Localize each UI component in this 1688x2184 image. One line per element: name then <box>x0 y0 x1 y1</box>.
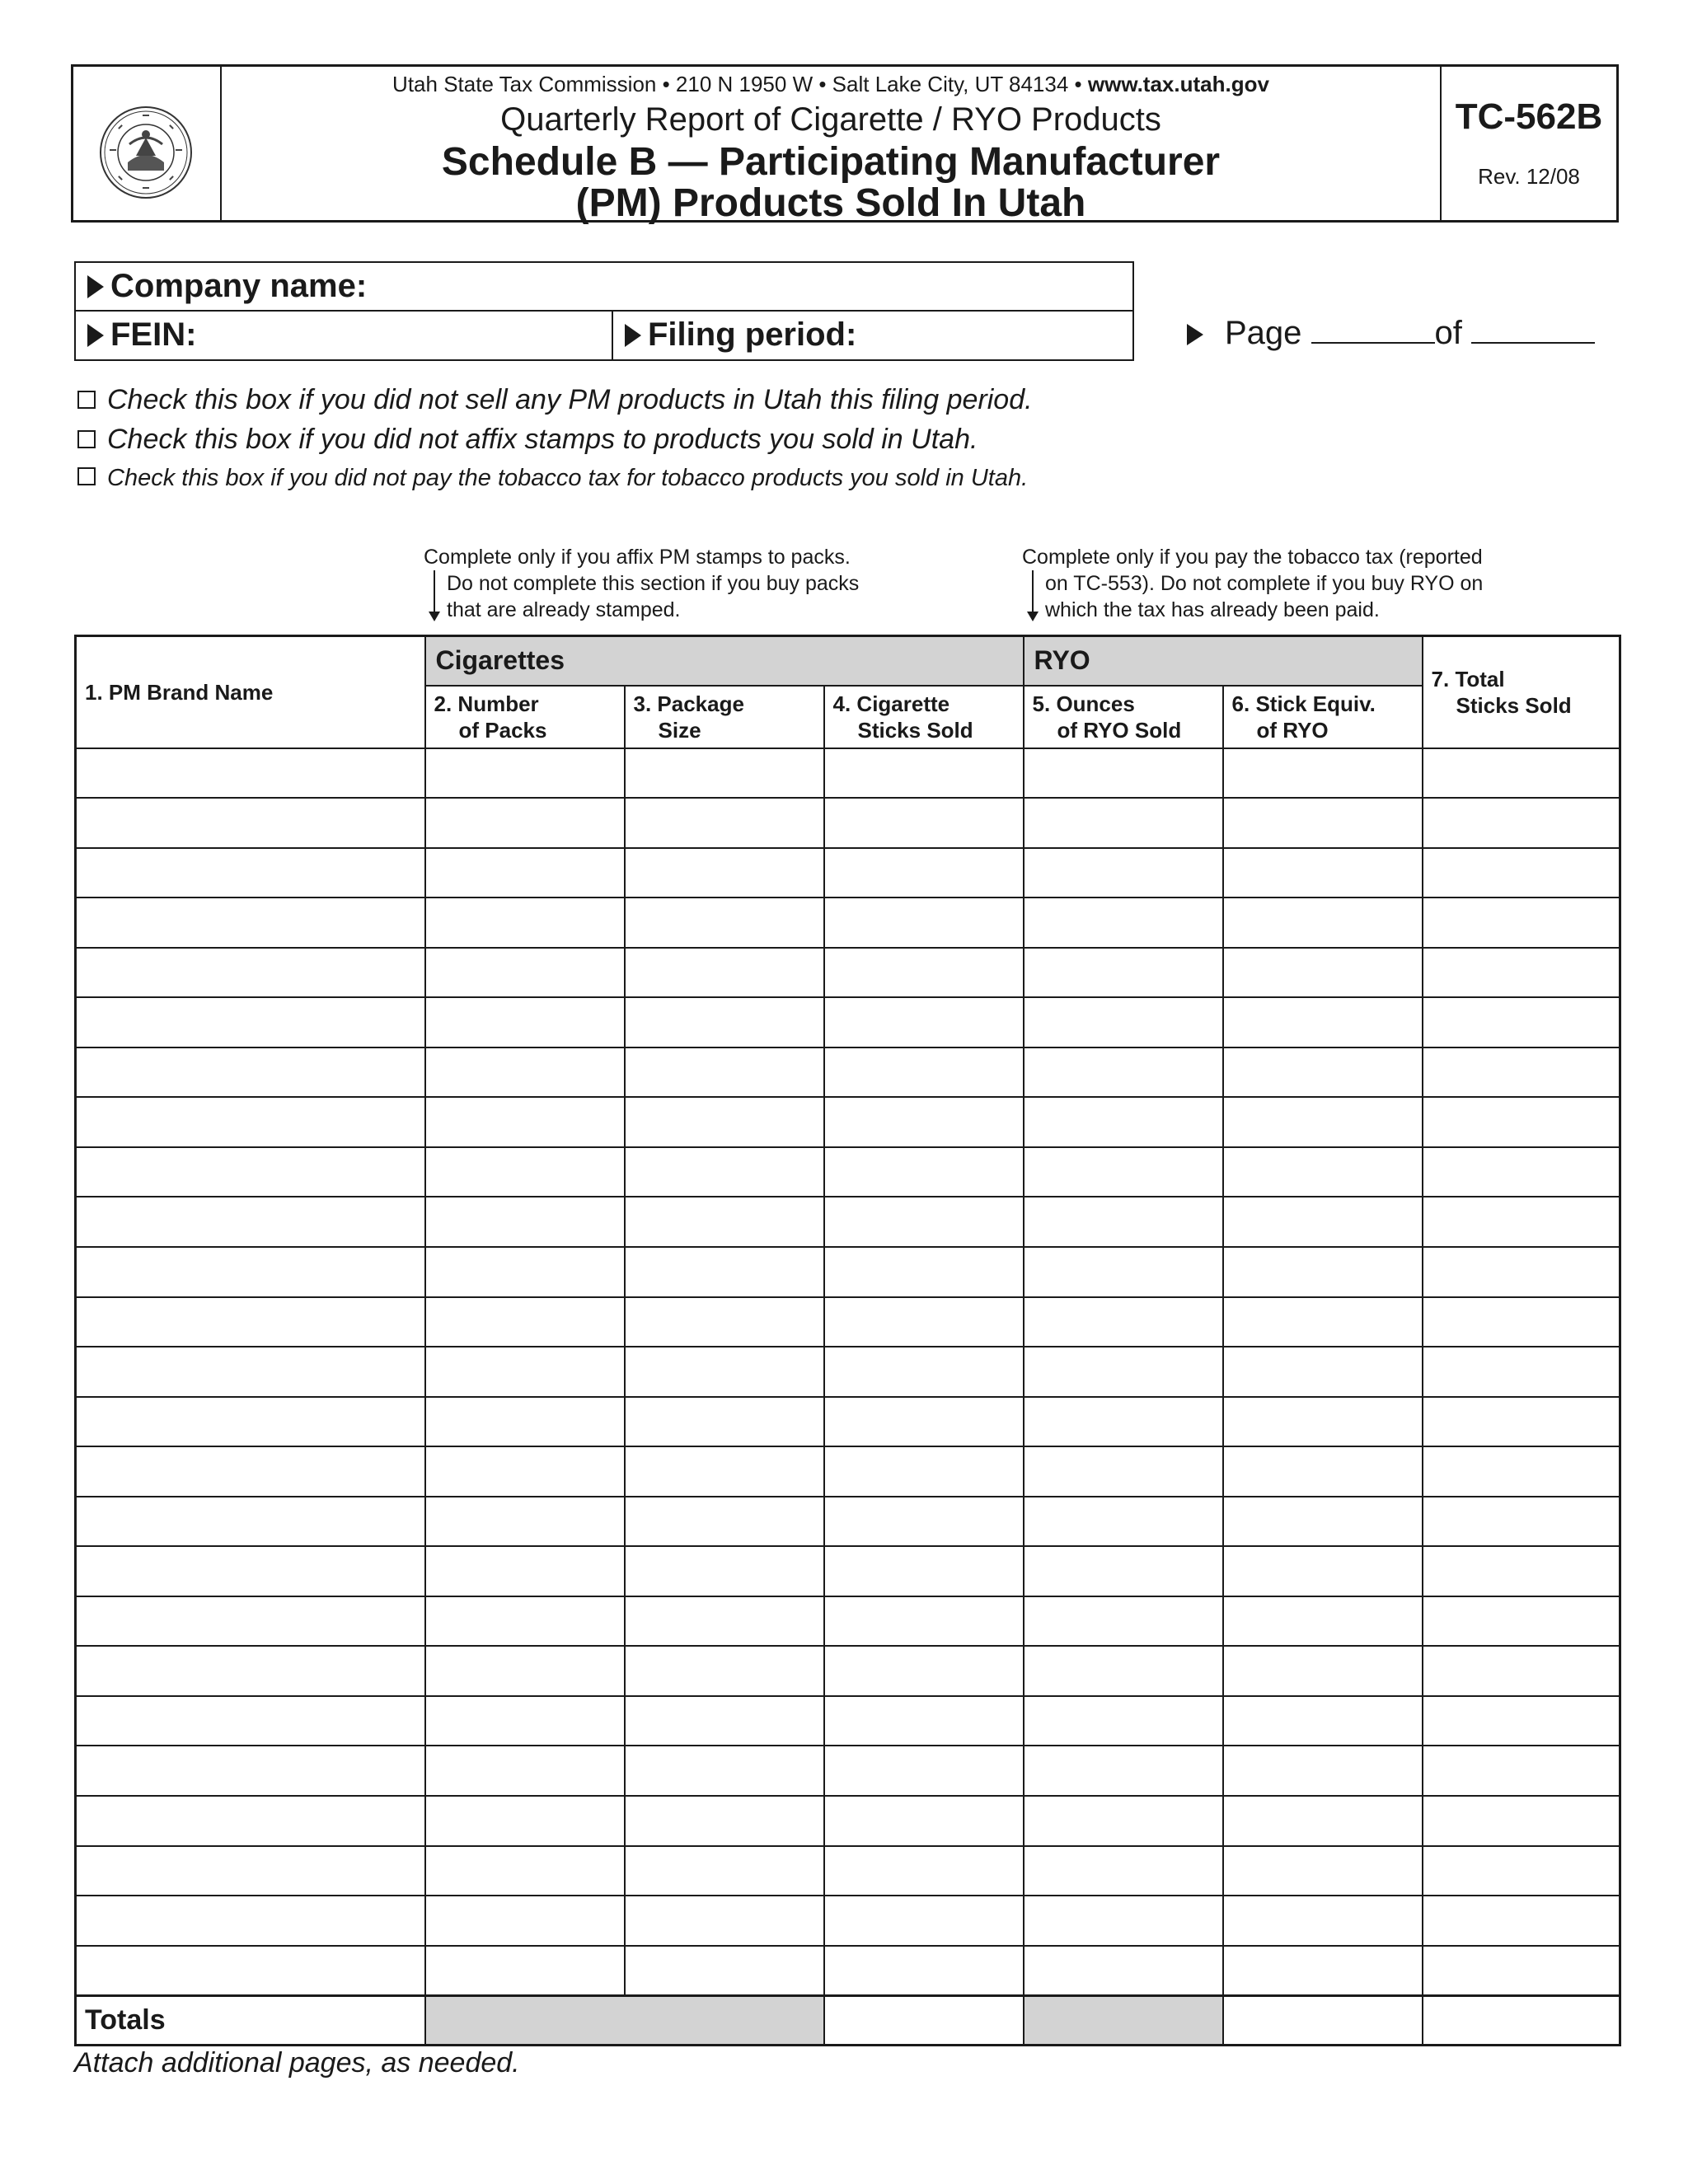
packs-cell[interactable] <box>425 1546 625 1596</box>
total-sticks-cell[interactable] <box>1423 1896 1620 1946</box>
totals-cigarette-sticks[interactable] <box>824 1995 1024 2045</box>
packs-cell[interactable] <box>425 1297 625 1347</box>
total-sticks-cell[interactable] <box>1423 1546 1620 1596</box>
col-header-package-size: 3. Package Size <box>625 686 824 748</box>
brand-name-cell[interactable] <box>76 1297 425 1347</box>
brand-name-cell[interactable] <box>76 1047 425 1098</box>
packs-cell[interactable] <box>425 898 625 948</box>
stick-equiv-cell[interactable] <box>1223 1247 1423 1297</box>
cigarette-sticks-cell[interactable] <box>824 1446 1024 1497</box>
cigarette-sticks-cell[interactable] <box>824 748 1024 799</box>
ryo-ounces-cell[interactable] <box>1024 1946 1223 1996</box>
form-revision: Rev. 12/08 <box>1478 164 1580 189</box>
fein-field[interactable] <box>87 316 196 354</box>
table-row <box>76 1696 1620 1746</box>
brand-name-cell[interactable] <box>76 1097 425 1147</box>
package-size-cell[interactable] <box>625 1497 824 1547</box>
packs-cell[interactable] <box>425 1596 625 1647</box>
total-sticks-cell[interactable] <box>1423 1397 1620 1447</box>
brand-name-cell[interactable] <box>76 1147 425 1197</box>
col-header-stick-equiv: 6. Stick Equiv. of RYO <box>1223 686 1423 748</box>
stick-equiv-cell[interactable] <box>1223 748 1423 799</box>
packs-cell[interactable] <box>425 748 625 799</box>
ryo-ounces-cell[interactable] <box>1024 1546 1223 1596</box>
total-sticks-cell[interactable] <box>1423 848 1620 898</box>
page-total-blank[interactable] <box>1471 317 1595 344</box>
stick-equiv-cell[interactable] <box>1223 1047 1423 1098</box>
cigarette-sticks-cell[interactable] <box>824 1397 1024 1447</box>
package-size-cell[interactable] <box>625 1047 824 1098</box>
brand-name-cell[interactable] <box>76 1796 425 1846</box>
brand-name-cell[interactable] <box>76 1846 425 1896</box>
stick-equiv-cell[interactable] <box>1223 848 1423 898</box>
stick-equiv-cell[interactable] <box>1223 1596 1423 1647</box>
divider <box>612 312 613 359</box>
ryo-ounces-cell[interactable] <box>1024 1646 1223 1696</box>
pm-products-table <box>74 635 1621 2046</box>
stick-equiv-cell[interactable] <box>1223 1846 1423 1896</box>
table-row <box>76 997 1620 1047</box>
packs-cell[interactable] <box>425 1397 625 1447</box>
arrow-head-icon <box>1027 612 1039 621</box>
down-arrow-icon <box>1032 570 1034 613</box>
total-sticks-cell[interactable] <box>1423 1846 1620 1896</box>
group-header-cigarettes: Cigarettes <box>425 636 1024 686</box>
table-row <box>76 1047 1620 1098</box>
stick-equiv-cell[interactable] <box>1223 798 1423 848</box>
package-size-cell[interactable] <box>625 1696 824 1746</box>
ryo-ounces-cell[interactable] <box>1024 898 1223 948</box>
checkbox-label: Check this box if you did not affix stamps to products you sold in Utah. <box>107 424 978 455</box>
brand-name-cell[interactable] <box>76 1746 425 1796</box>
packs-cell[interactable] <box>425 1446 625 1497</box>
total-sticks-cell[interactable] <box>1423 798 1620 848</box>
package-size-cell[interactable] <box>625 1097 824 1147</box>
cigarette-sticks-cell[interactable] <box>824 997 1024 1047</box>
company-name-row[interactable] <box>76 263 1132 312</box>
ryo-ounces-cell[interactable] <box>1024 1247 1223 1297</box>
package-size-cell[interactable] <box>625 798 824 848</box>
cigarette-sticks-cell[interactable] <box>824 1347 1024 1397</box>
brand-name-cell[interactable] <box>76 1596 425 1647</box>
cigarette-sticks-cell[interactable] <box>824 1047 1024 1098</box>
note-line: Do not complete this section if you buy packs <box>447 572 860 595</box>
of-label: of <box>1434 315 1462 351</box>
cigarette-sticks-cell[interactable] <box>824 1696 1024 1746</box>
checkbox-no-sales[interactable] <box>77 391 96 409</box>
ryo-ounces-cell[interactable] <box>1024 1197 1223 1247</box>
total-sticks-cell[interactable] <box>1423 1946 1620 1996</box>
packs-cell[interactable] <box>425 997 625 1047</box>
address-line <box>222 72 1440 97</box>
note-line: Complete only if you affix PM stamps to packs. <box>424 546 851 569</box>
package-size-cell[interactable] <box>625 1896 824 1946</box>
stick-equiv-cell[interactable] <box>1223 1197 1423 1247</box>
packs-cell[interactable] <box>425 1097 625 1147</box>
packs-cell[interactable] <box>425 1746 625 1796</box>
packs-cell[interactable] <box>425 848 625 898</box>
stick-equiv-cell[interactable] <box>1223 1097 1423 1147</box>
ryo-ounces-cell[interactable] <box>1024 1047 1223 1098</box>
ryo-ounces-cell[interactable] <box>1024 1846 1223 1896</box>
page-number-blank[interactable] <box>1311 317 1435 344</box>
total-sticks-cell[interactable] <box>1423 1446 1620 1497</box>
package-size-cell[interactable] <box>625 1746 824 1796</box>
cigarette-sticks-cell[interactable] <box>824 1546 1024 1596</box>
cigarette-sticks-cell[interactable] <box>824 948 1024 998</box>
stick-equiv-cell[interactable] <box>1223 997 1423 1047</box>
col-header-cigarette-sticks: 4. Cigarette Sticks Sold <box>824 686 1024 748</box>
brand-name-cell[interactable] <box>76 848 425 898</box>
packs-cell[interactable] <box>425 1247 625 1297</box>
totals-shaded-cell <box>1024 1995 1223 2045</box>
brand-name-cell[interactable] <box>76 1247 425 1297</box>
total-sticks-cell[interactable] <box>1423 1197 1620 1247</box>
title-line-3: (PM) Products Sold In Utah <box>575 181 1086 225</box>
brand-name-cell[interactable] <box>76 1646 425 1696</box>
form-number: TC-562B <box>1455 96 1603 137</box>
packs-cell[interactable] <box>425 1846 625 1896</box>
company-name-label: Company name: <box>110 268 368 304</box>
package-size-cell[interactable] <box>625 997 824 1047</box>
page-label: Page <box>1225 315 1302 351</box>
ryo-ounces-cell[interactable] <box>1024 1497 1223 1547</box>
page-number-field <box>1187 315 1595 352</box>
table-row <box>76 848 1620 898</box>
table-body <box>76 748 1620 1996</box>
ryo-ounces-cell[interactable] <box>1024 1297 1223 1347</box>
table-row <box>76 1546 1620 1596</box>
stick-equiv-cell[interactable] <box>1223 1746 1423 1796</box>
checkbox-label: Check this box if you did not pay the tobacco tax for tobacco products you sold in Utah. <box>107 465 1029 491</box>
stick-equiv-cell[interactable] <box>1223 1497 1423 1547</box>
table-row <box>76 1347 1620 1397</box>
cigarette-sticks-cell[interactable] <box>824 798 1024 848</box>
stick-equiv-cell[interactable] <box>1223 1796 1423 1846</box>
fein-period-row <box>76 312 1132 359</box>
total-sticks-cell[interactable] <box>1423 997 1620 1047</box>
table-row <box>76 1097 1620 1147</box>
brand-name-cell[interactable] <box>76 1446 425 1497</box>
package-size-cell[interactable] <box>625 948 824 998</box>
packs-cell[interactable] <box>425 1197 625 1247</box>
packs-cell[interactable] <box>425 1896 625 1946</box>
package-size-cell[interactable] <box>625 1796 824 1846</box>
packs-cell[interactable] <box>425 1796 625 1846</box>
down-arrow-icon <box>434 570 435 613</box>
cigarette-sticks-cell[interactable] <box>824 1197 1024 1247</box>
group-header-ryo: RYO <box>1024 636 1423 686</box>
stick-equiv-cell[interactable] <box>1223 1696 1423 1746</box>
package-size-cell[interactable] <box>625 1147 824 1197</box>
package-size-cell[interactable] <box>625 1446 824 1497</box>
stick-equiv-cell[interactable] <box>1223 1147 1423 1197</box>
form-header <box>71 64 1619 223</box>
triangle-pointer-icon <box>87 324 104 347</box>
package-size-cell[interactable] <box>625 1946 824 1996</box>
filing-period-field[interactable] <box>625 316 856 354</box>
cigarette-sticks-cell[interactable] <box>824 1097 1024 1147</box>
brand-name-cell[interactable] <box>76 1546 425 1596</box>
total-sticks-cell[interactable] <box>1423 1047 1620 1098</box>
website-text: www.tax.utah.gov <box>1087 72 1269 96</box>
utah-state-seal-icon <box>98 105 194 200</box>
brand-name-cell[interactable] <box>76 948 425 998</box>
totals-total-sticks[interactable] <box>1423 1995 1620 2045</box>
brand-name-cell[interactable] <box>76 1397 425 1447</box>
filing-period-label: Filing period: <box>648 316 857 353</box>
cigarette-sticks-cell[interactable] <box>824 1596 1024 1647</box>
package-size-cell[interactable] <box>625 748 824 799</box>
table-row <box>76 1596 1620 1647</box>
note-line: Complete only if you pay the tobacco tax (reported <box>1022 546 1483 569</box>
stick-equiv-cell[interactable] <box>1223 1347 1423 1397</box>
table-row <box>76 1746 1620 1796</box>
cigarette-sticks-cell[interactable] <box>824 1147 1024 1197</box>
ryo-ounces-cell[interactable] <box>1024 1397 1223 1447</box>
cigarette-sticks-cell[interactable] <box>824 898 1024 948</box>
title-line-2: Schedule B — Participating Manufacturer <box>441 140 1221 184</box>
arrow-head-icon <box>429 612 440 621</box>
table-row <box>76 1197 1620 1247</box>
ryo-ounces-cell[interactable] <box>1024 1896 1223 1946</box>
col-header-ounces-ryo: 5. Ounces of RYO Sold <box>1024 686 1223 748</box>
package-size-cell[interactable] <box>625 1846 824 1896</box>
stick-equiv-cell[interactable] <box>1223 948 1423 998</box>
total-sticks-cell[interactable] <box>1423 1347 1620 1397</box>
stick-equiv-cell[interactable] <box>1223 1546 1423 1596</box>
brand-name-cell[interactable] <box>76 898 425 948</box>
checkbox-no-stamps[interactable] <box>77 430 96 448</box>
stick-equiv-cell[interactable] <box>1223 1896 1423 1946</box>
ryo-ounces-cell[interactable] <box>1024 1097 1223 1147</box>
ryo-ounces-cell[interactable] <box>1024 1796 1223 1846</box>
title-line-1: Quarterly Report of Cigarette / RYO Products <box>500 101 1161 138</box>
total-sticks-cell[interactable] <box>1423 1247 1620 1297</box>
brand-name-cell[interactable] <box>76 798 425 848</box>
table-row <box>76 1646 1620 1696</box>
total-sticks-cell[interactable] <box>1423 1696 1620 1746</box>
packs-cell[interactable] <box>425 1347 625 1397</box>
cigarette-sticks-cell[interactable] <box>824 1247 1024 1297</box>
brand-name-cell[interactable] <box>76 1946 425 1996</box>
totals-stick-equiv[interactable] <box>1223 1995 1423 2045</box>
ryo-ounces-cell[interactable] <box>1024 798 1223 848</box>
ryo-ounces-cell[interactable] <box>1024 748 1223 799</box>
address-text: Utah State Tax Commission • 210 N 1950 W • Salt Lake City, UT 84134 • <box>392 72 1082 96</box>
totals-row <box>76 1995 1620 2045</box>
packs-cell[interactable] <box>425 1497 625 1547</box>
ryo-ounces-cell[interactable] <box>1024 1147 1223 1197</box>
col-header-number-of-packs: 2. Number of Packs <box>425 686 625 748</box>
table-row <box>76 1946 1620 1996</box>
ryo-ounces-cell[interactable] <box>1024 948 1223 998</box>
total-sticks-cell[interactable] <box>1423 1796 1620 1846</box>
brand-name-cell[interactable] <box>76 1347 425 1397</box>
checkbox-label: Check this box if you did not sell any PM products in Utah this filing period. <box>107 384 1033 415</box>
seal-cell <box>73 67 222 220</box>
checkbox-row-no-tax <box>77 465 1028 492</box>
stick-equiv-cell[interactable] <box>1223 1446 1423 1497</box>
ryo-ounces-cell[interactable] <box>1024 1746 1223 1796</box>
table-row <box>76 1497 1620 1547</box>
table-row <box>76 1896 1620 1946</box>
col-header-total-sticks: 7. Total Sticks Sold <box>1423 636 1620 748</box>
note-line: that are already stamped. <box>447 598 681 621</box>
triangle-pointer-icon <box>1187 324 1203 345</box>
package-size-cell[interactable] <box>625 1347 824 1397</box>
ryo-ounces-cell[interactable] <box>1024 1347 1223 1397</box>
total-sticks-cell[interactable] <box>1423 1147 1620 1197</box>
ryo-ounces-cell[interactable] <box>1024 997 1223 1047</box>
ryo-ounces-cell[interactable] <box>1024 1696 1223 1746</box>
packs-cell[interactable] <box>425 1946 625 1996</box>
packs-cell[interactable] <box>425 1047 625 1098</box>
brand-name-cell[interactable] <box>76 997 425 1047</box>
cigarette-sticks-cell[interactable] <box>824 1946 1024 1996</box>
form-number-cell <box>1440 67 1616 220</box>
table-row <box>76 1397 1620 1447</box>
total-sticks-cell[interactable] <box>1423 1297 1620 1347</box>
note-line: on TC-553). Do not complete if you buy RYO on <box>1045 572 1484 595</box>
triangle-pointer-icon <box>625 324 641 347</box>
packs-cell[interactable] <box>425 1147 625 1197</box>
ryo-ounces-cell[interactable] <box>1024 1446 1223 1497</box>
cigarette-sticks-cell[interactable] <box>824 1796 1024 1846</box>
stick-equiv-cell[interactable] <box>1223 1397 1423 1447</box>
packs-cell[interactable] <box>425 798 625 848</box>
total-sticks-cell[interactable] <box>1423 948 1620 998</box>
table-row <box>76 1147 1620 1197</box>
stick-equiv-cell[interactable] <box>1223 898 1423 948</box>
table-row <box>76 1846 1620 1896</box>
ryo-note <box>1022 544 1483 623</box>
checkbox-no-tax[interactable] <box>77 467 96 485</box>
triangle-pointer-icon <box>87 275 104 298</box>
cigarette-sticks-cell[interactable] <box>824 1646 1024 1696</box>
checkbox-row-no-stamps <box>77 424 978 456</box>
cigarette-sticks-cell[interactable] <box>824 848 1024 898</box>
brand-name-cell[interactable] <box>76 1497 425 1547</box>
total-sticks-cell[interactable] <box>1423 1497 1620 1547</box>
packs-cell[interactable] <box>425 1696 625 1746</box>
note-line: which the tax has already been paid. <box>1045 598 1380 621</box>
table-row <box>76 898 1620 948</box>
cigarette-sticks-cell[interactable] <box>824 1896 1024 1946</box>
total-sticks-cell[interactable] <box>1423 1097 1620 1147</box>
total-sticks-cell[interactable] <box>1423 748 1620 799</box>
package-size-cell[interactable] <box>625 848 824 898</box>
stick-equiv-cell[interactable] <box>1223 1946 1423 1996</box>
cigarettes-note <box>424 544 859 623</box>
package-size-cell[interactable] <box>625 1646 824 1696</box>
packs-cell[interactable] <box>425 948 625 998</box>
fein-label: FEIN: <box>110 316 197 353</box>
totals-label: Totals <box>76 1995 425 2045</box>
cigarette-sticks-cell[interactable] <box>824 1497 1024 1547</box>
cigarette-sticks-cell[interactable] <box>824 1746 1024 1796</box>
brand-name-cell[interactable] <box>76 1896 425 1946</box>
total-sticks-cell[interactable] <box>1423 1646 1620 1696</box>
checkbox-row-no-sales <box>77 384 1033 416</box>
total-sticks-cell[interactable] <box>1423 1596 1620 1647</box>
table-row <box>76 798 1620 848</box>
total-sticks-cell[interactable] <box>1423 1746 1620 1796</box>
table-row <box>76 1446 1620 1497</box>
package-size-cell[interactable] <box>625 1596 824 1647</box>
package-size-cell[interactable] <box>625 898 824 948</box>
cigarette-sticks-cell[interactable] <box>824 1297 1024 1347</box>
brand-name-cell[interactable] <box>76 1696 425 1746</box>
ryo-ounces-cell[interactable] <box>1024 848 1223 898</box>
package-size-cell[interactable] <box>625 1546 824 1596</box>
table-row <box>76 948 1620 998</box>
stick-equiv-cell[interactable] <box>1223 1646 1423 1696</box>
company-info-box <box>74 261 1134 361</box>
footer-note: Attach additional pages, as needed. <box>74 2047 520 2079</box>
cigarette-sticks-cell[interactable] <box>824 1846 1024 1896</box>
ryo-ounces-cell[interactable] <box>1024 1596 1223 1647</box>
totals-shaded-cell <box>425 1995 824 2045</box>
brand-name-cell[interactable] <box>76 1197 425 1247</box>
brand-name-cell[interactable] <box>76 748 425 799</box>
package-size-cell[interactable] <box>625 1197 824 1247</box>
table-row <box>76 1297 1620 1347</box>
total-sticks-cell[interactable] <box>1423 898 1620 948</box>
package-size-cell[interactable] <box>625 1397 824 1447</box>
table-row <box>76 748 1620 799</box>
package-size-cell[interactable] <box>625 1247 824 1297</box>
table-row <box>76 1796 1620 1846</box>
packs-cell[interactable] <box>425 1646 625 1696</box>
package-size-cell[interactable] <box>625 1297 824 1347</box>
table-row <box>76 1247 1620 1297</box>
col-header-brand-name: 1. PM Brand Name <box>76 636 425 748</box>
stick-equiv-cell[interactable] <box>1223 1297 1423 1347</box>
